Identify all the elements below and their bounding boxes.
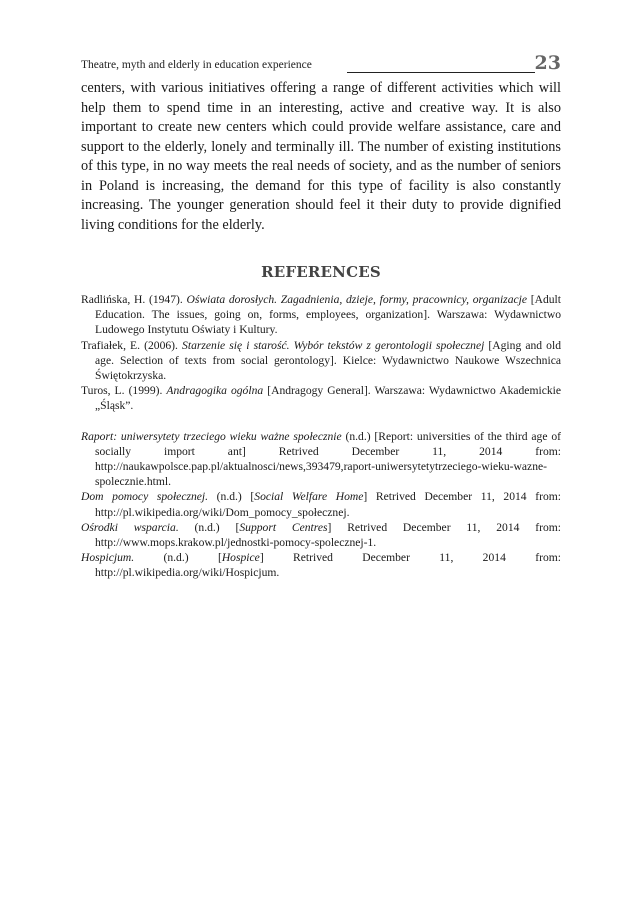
page-number: 23 — [534, 52, 561, 74]
translated-title: Support Centres — [239, 520, 328, 534]
reference-entry: Raport: uniwersytety trzeciego wieku ważne społecznie (n.d.) [Report: universities of the third age of socially import ant] Retrived December 11, 2014 from: http://naukawpolsce.pap.pl/aktualnosci/news,393479,raport-uniwersytetytrzeciego-wieku-wazne-spolecznie.html. — [81, 429, 561, 489]
reference-title: Hospicjum. — [81, 551, 135, 565]
reference-entry: Ośrodki wsparcia. (n.d.) [Support Centres] Retrived December 11, 2014 from: http://www.mops.krakow.pl/jednostki-pomocy-spolecznej-1. — [81, 520, 561, 550]
running-title: Theatre, myth and elderly in education experience — [81, 59, 312, 71]
reference-title: Raport: uniwersytety trzeciego wieku ważne społecznie — [81, 429, 342, 443]
online-references — [81, 429, 561, 581]
reference-title: Ośrodki wsparcia. — [81, 520, 179, 534]
reference-entry: Dom pomocy społecznej. (n.d.) [Social Welfare Home] Retrived December 11, 2014 from: http://pl.wikipedia.org/wiki/Dom_pomocy_społecznej. — [81, 490, 561, 519]
references-list — [81, 292, 561, 581]
reference-entry: Radlińska, H. (1947). Oświata dorosłych. Zagadnienia, dzieje, formy, pracownicy, organizacje [Adult Education. The issues, going on, forms, employees, organization]. Warszawa: Wydawnictwo Ludowego Instytutu Oświaty i Kultury. — [81, 293, 561, 337]
reference-entry: Trafiałek, E. (2006). Starzenie się i starość. Wybór tekstów z gerontologii społecznej [Aging and old age. Selection of texts from social gerontology]. Kielce: Wydawnictwo Naukowe Wszechnica Świętokrzyska. — [81, 338, 561, 383]
translated-title: Social Welfare Home — [254, 490, 364, 504]
reference-title: Dom pomocy społecznej. — [81, 490, 209, 504]
references-heading: REFERENCES — [261, 263, 381, 281]
reference-title: Oświata dorosłych. Zagadnienia, dzieje, formy, pracownicy, organizacje — [186, 293, 528, 306]
running-header — [81, 52, 561, 80]
body-paragraph: centers, with various initiatives offering a range of different activities which will help them to spend time in an interesting, active and creative way. It is also important to create new centers which could provide welfare assistance, care and support to the elderly, lonely and terminally ill. The number of existing institutions of this type, in no way meets the real needs of society, and as the number of seniors in Poland is increasing, the demand for this type of facility is also constantly increasing. The younger generation should feel it their duty to provide dignified living conditions for the elderly. — [81, 80, 561, 233]
reference-title: Starzenie się i starość. Wybór tekstów z gerontologii społecznej — [182, 338, 485, 352]
reference-entry: Hospicjum. (n.d.) [Hospice] Retrived December 11, 2014 from: http://pl.wikipedia.org/wiki/Hospicjum. — [81, 551, 561, 580]
translated-title: Hospice — [221, 551, 260, 565]
reference-title: Andragogika ogólna — [166, 384, 264, 398]
printed-references — [81, 292, 561, 414]
reference-entry: Turos, L. (1999). Andragogika ogólna [Andragogy General]. Warszawa: Wydawnictwo Akademickie „Śląsk”. — [81, 384, 561, 413]
header-rule — [347, 72, 535, 73]
